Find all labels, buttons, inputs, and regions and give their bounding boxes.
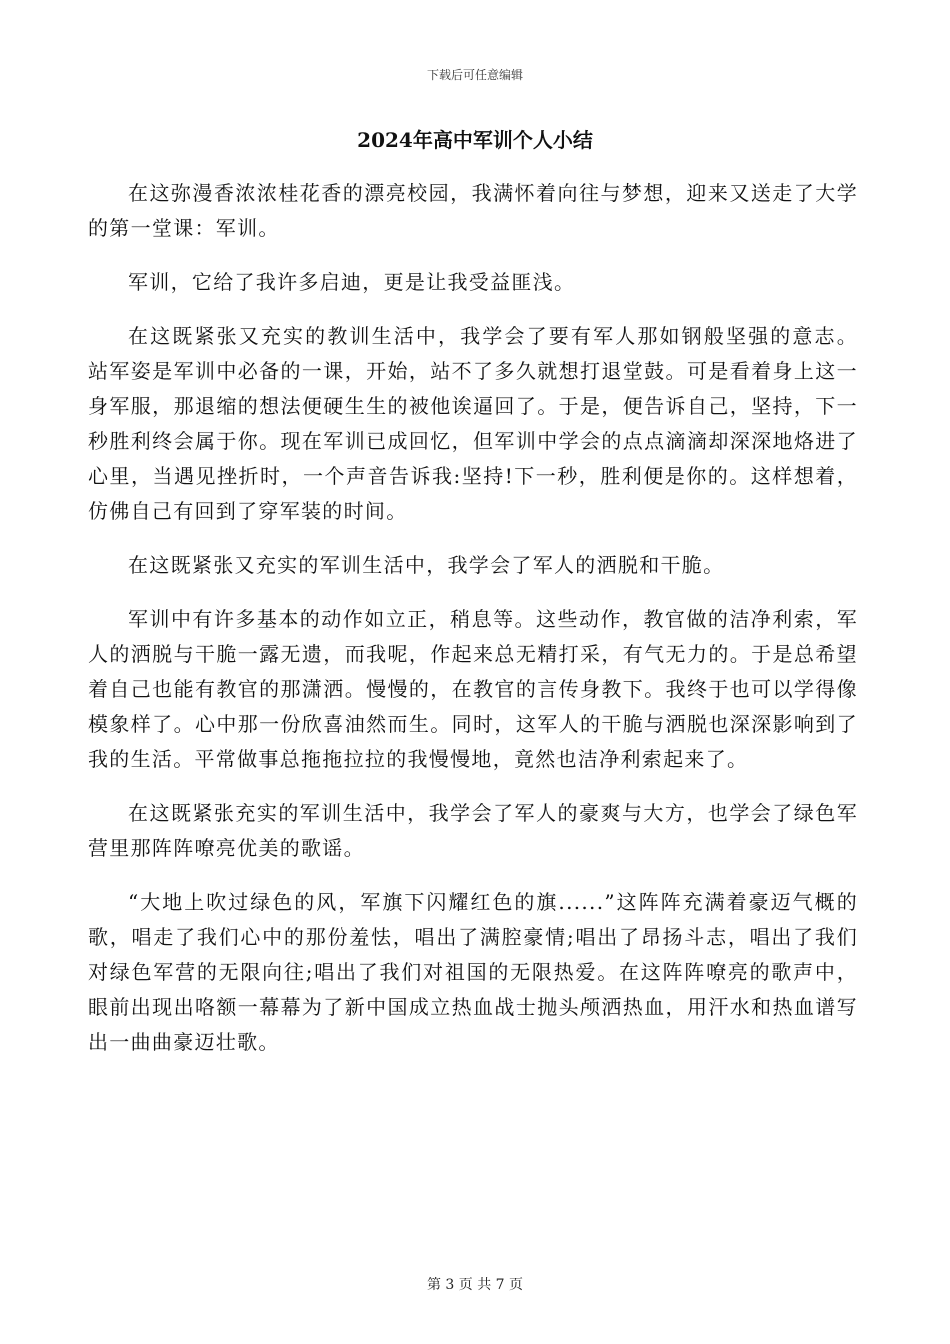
paragraph-4: 在这既紧张又充实的军训生活中，我学会了军人的洒脱和干脆。 [128,553,725,577]
paragraph-1: 在这弥漫香浓浓桂花香的漂亮校园，我满怀着向往与梦想，迎来又送走了大学的第一堂课：军训。 [88,181,858,240]
paragraph-6: 在这既紧张充实的军训生活中，我学会了军人的豪爽与大方，也学会了绿色军营里那阵阵嘹亮优美的歌谣。 [88,801,858,860]
paragraph-7: “大地上吹过绿色的风，军旗下闪耀红色的旗......”这阵阵充满着豪迈气概的歌，唱走了我们心中的那份羞怯，唱出了满腔豪情;唱出了昂扬斗志，唱出了我们对绿色军营的无限向往;唱出了我们对祖国的无限热爱。在这阵阵嘹亮的歌声中，眼前出现出咯额一幕幕为了新中国成立热血战士抛头颅洒热血，用汗水和热血谱写出一曲曲豪迈壮歌。 [88,890,858,1054]
paragraph-2: 军训，它给了我许多启迪，更是让我受益匪浅。 [128,270,576,294]
paragraph-5: 军训中有许多基本的动作如立正，稍息等。这些动作，教官做的洁净利索，军人的洒脱与干脆一露无遗，而我呢，作起来总无精打采，有气无力的。于是总希望着自己也能有教官的那潇洒。慢慢的，在教官的言传身教下。我终于也可以学得像模象样了。心中那一份欣喜油然而生。同时，这军人的干脆与洒脱也深深影响到了我的生活。平常做事总拖拖拉拉的我慢慢地，竟然也洁净利索起来了。 [88,607,858,771]
page-number-footer: 第 3 页 共 7 页 [426,1277,524,1293]
document-body [88,176,858,1079]
document-title: 2024年高中军训个人小结 [357,128,593,152]
paragraph-3: 在这既紧张又充实的教训生活中，我学会了要有军人那如钢般坚强的意志。 站军姿是军训中必备的一课，开始，站不了多久就想打退堂鼓。可是看着身上这一身军服，那退缩的想法便硬生生的被他诶逼回了。于是，便告诉自己，坚持，下一秒胜利终会属于你。现在军训已成回忆，但军训中学会的点点滴滴却深深地烙进了心里，当遇见挫折时，一个声音告诉我:坚持!下一秒，胜利便是你的。这样想着，仿佛自己有回到了穿军装的时间。 [88,324,858,523]
page-header-note: 下载后可任意编辑 [426,68,523,82]
